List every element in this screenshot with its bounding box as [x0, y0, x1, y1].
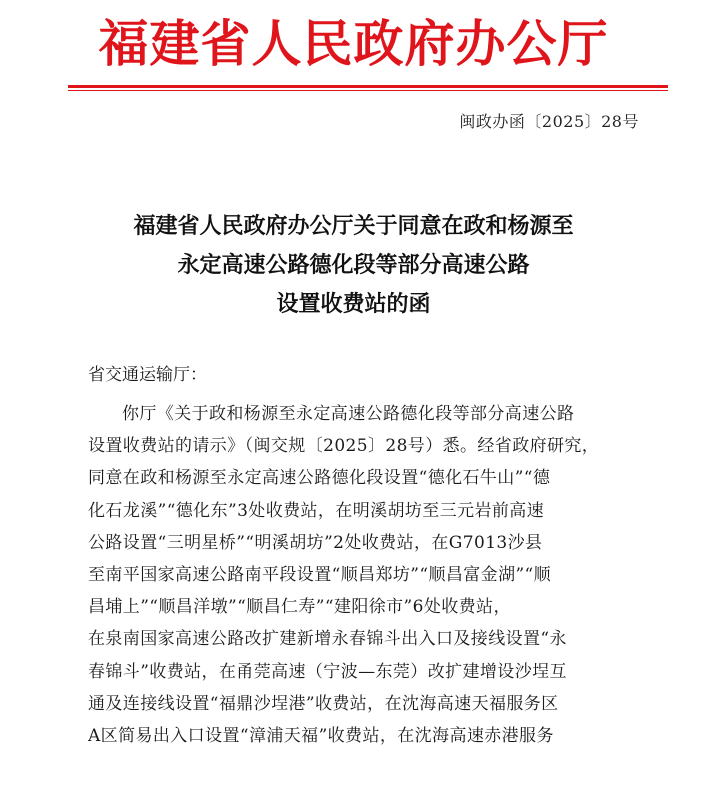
body-line: 昌埔上”“顺昌洋墩”“顺昌仁寿”“建阳徐市”6处收费站，: [88, 597, 511, 618]
red-divider-line: [68, 85, 668, 88]
body-line: A区简易出入口设置“漳浦天福”收费站，在沈海高速赤港服务: [88, 725, 554, 746]
document-title: [0, 207, 707, 324]
body-line: 在泉南国家高速公路改扩建新增永春锦斗出入口及接线设置“永: [88, 629, 567, 650]
body-line: 设置收费站的请示》（闽交规〔2025〕28号）悉。经省政府研究，: [88, 436, 600, 457]
body-paragraph: [88, 398, 648, 752]
title-line: 福建省人民政府办公厅关于同意在政和杨源至: [133, 213, 574, 239]
salutation: 省交通运输厅：: [88, 365, 207, 385]
document-number: 闽政办函〔2025〕28号: [459, 112, 639, 131]
body-line: 化石龙溪”“德化东”3处收费站，在明溪胡坊至三元岩前高速: [88, 500, 545, 521]
body-line: 通及连接线设置“福鼎沙埕港”收费站，在沈海高速天福服务区: [88, 693, 559, 714]
body-line: 同意在政和杨源至永定高速公路德化段设置“德化石牛山”“德: [88, 468, 551, 489]
body-line: 公路设置“三明星桥”“明溪胡坊”2处收费站，在G7013沙县: [88, 532, 543, 553]
red-divider-line-thin: [68, 90, 668, 91]
issuer-masthead: 福建省人民政府办公厅: [98, 14, 609, 73]
title-line: 设置收费站的函: [276, 291, 431, 317]
body-line: 你厅《关于政和杨源至永定高速公路德化段等部分高速公路: [122, 404, 575, 424]
title-line: 永定高速公路德化段等部分高速公路: [177, 252, 530, 278]
body-line: 至南平国家高速公路南平段设置“顺昌郑坊”“顺昌富金湖”“顺: [88, 564, 552, 585]
body-line: 春锦斗”收费站，在甬莞高速（宁波—东莞）改扩建增设沙埕互: [88, 661, 567, 682]
